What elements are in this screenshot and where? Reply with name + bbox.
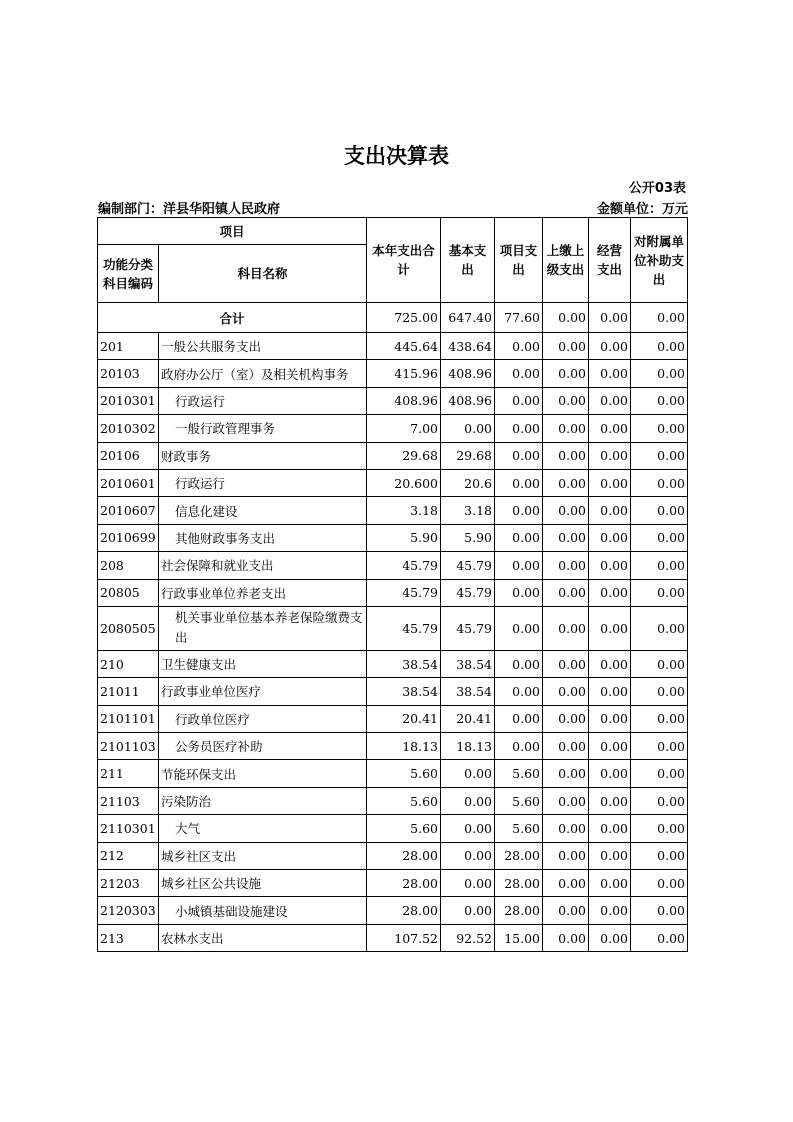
row-subject-name: 行政运行 xyxy=(159,387,367,414)
row-value: 38.54 xyxy=(441,650,495,677)
row-value: 0.00 xyxy=(589,842,631,869)
row-value: 0.00 xyxy=(589,815,631,842)
row-value: 38.54 xyxy=(367,650,441,677)
row-value: 0.00 xyxy=(543,678,589,705)
row-subject-name: 农林水支出 xyxy=(159,924,367,951)
row-value: 28.00 xyxy=(495,870,543,897)
row-value: 0.00 xyxy=(495,606,543,650)
table-row xyxy=(98,606,688,650)
table-row xyxy=(98,579,688,606)
table-row xyxy=(98,333,688,360)
row-value: 0.00 xyxy=(441,760,495,787)
row-code: 201 xyxy=(98,333,159,360)
table-row xyxy=(98,787,688,814)
header-func-code: 功能分类科目编码 xyxy=(98,245,159,303)
row-value: 0.00 xyxy=(495,497,543,524)
row-value: 0.00 xyxy=(589,442,631,469)
row-value: 0.00 xyxy=(543,787,589,814)
row-value: 0.00 xyxy=(589,552,631,579)
row-value: 0.00 xyxy=(589,360,631,387)
row-value: 20.41 xyxy=(367,705,441,732)
row-value: 0.00 xyxy=(631,497,688,524)
row-subject-name: 大气 xyxy=(159,815,367,842)
row-value: 0.00 xyxy=(589,787,631,814)
row-value: 3.18 xyxy=(367,497,441,524)
row-value: 0.00 xyxy=(543,387,589,414)
row-value: 0.00 xyxy=(631,415,688,442)
row-subject-name: 一般公共服务支出 xyxy=(159,333,367,360)
row-value: 445.64 xyxy=(367,333,441,360)
row-value: 5.90 xyxy=(441,524,495,551)
row-value: 0.00 xyxy=(631,733,688,760)
row-value: 0.00 xyxy=(543,606,589,650)
table-row xyxy=(98,415,688,442)
row-value: 0.00 xyxy=(543,815,589,842)
row-value: 5.60 xyxy=(495,760,543,787)
header-subsidiary: 对附属单位补助支出 xyxy=(631,218,688,303)
row-value: 45.79 xyxy=(441,552,495,579)
row-value: 0.00 xyxy=(631,897,688,924)
row-value: 0.00 xyxy=(441,897,495,924)
header-subject-name: 科目名称 xyxy=(159,245,367,303)
row-code: 208 xyxy=(98,552,159,579)
row-code: 2010607 xyxy=(98,497,159,524)
row-code: 20106 xyxy=(98,442,159,469)
row-value: 0.00 xyxy=(543,760,589,787)
row-value: 28.00 xyxy=(367,870,441,897)
row-subject-name: 行政运行 xyxy=(159,469,367,496)
header-operating: 经营支出 xyxy=(589,218,631,303)
total-value: 0.00 xyxy=(543,303,589,333)
row-code: 211 xyxy=(98,760,159,787)
row-value: 0.00 xyxy=(589,415,631,442)
row-value: 415.96 xyxy=(367,360,441,387)
row-value: 0.00 xyxy=(631,787,688,814)
row-value: 0.00 xyxy=(441,415,495,442)
row-subject-name: 行政事业单位养老支出 xyxy=(159,579,367,606)
row-value: 0.00 xyxy=(589,524,631,551)
row-value: 0.00 xyxy=(631,705,688,732)
row-value: 0.00 xyxy=(631,815,688,842)
total-value: 77.60 xyxy=(495,303,543,333)
row-value: 5.60 xyxy=(367,760,441,787)
row-value: 29.68 xyxy=(367,442,441,469)
row-value: 0.00 xyxy=(543,497,589,524)
row-subject-name: 机关事业单位基本养老保险缴费支出 xyxy=(159,606,367,650)
row-value: 0.00 xyxy=(631,524,688,551)
row-value: 28.00 xyxy=(367,842,441,869)
row-value: 0.00 xyxy=(495,678,543,705)
row-value: 0.00 xyxy=(589,606,631,650)
row-code: 2120303 xyxy=(98,897,159,924)
total-value: 647.40 xyxy=(441,303,495,333)
row-value: 0.00 xyxy=(631,333,688,360)
row-value: 0.00 xyxy=(589,497,631,524)
row-subject-name: 信息化建设 xyxy=(159,497,367,524)
row-value: 107.52 xyxy=(367,924,441,951)
row-value: 0.00 xyxy=(589,924,631,951)
row-value: 0.00 xyxy=(543,579,589,606)
row-value: 0.00 xyxy=(589,469,631,496)
row-value: 3.18 xyxy=(441,497,495,524)
row-value: 0.00 xyxy=(495,387,543,414)
row-value: 0.00 xyxy=(441,787,495,814)
row-value: 28.00 xyxy=(367,897,441,924)
row-code: 21203 xyxy=(98,870,159,897)
row-value: 0.00 xyxy=(543,360,589,387)
table-row xyxy=(98,442,688,469)
row-value: 0.00 xyxy=(589,870,631,897)
row-value: 0.00 xyxy=(631,678,688,705)
row-value: 18.13 xyxy=(367,733,441,760)
table-row xyxy=(98,705,688,732)
row-subject-name: 行政单位医疗 xyxy=(159,705,367,732)
row-code: 213 xyxy=(98,924,159,951)
row-code: 2101101 xyxy=(98,705,159,732)
header-basic: 基本支出 xyxy=(441,218,495,303)
row-code: 2010302 xyxy=(98,415,159,442)
page-title: 支出决算表 xyxy=(344,144,449,168)
row-value: 28.00 xyxy=(495,842,543,869)
row-value: 0.00 xyxy=(589,650,631,677)
table-row xyxy=(98,360,688,387)
table-row xyxy=(98,815,688,842)
row-value: 0.00 xyxy=(543,524,589,551)
row-value: 5.60 xyxy=(367,787,441,814)
row-value: 20.600 xyxy=(367,469,441,496)
row-value: 5.90 xyxy=(367,524,441,551)
row-subject-name: 公务员医疗补助 xyxy=(159,733,367,760)
row-value: 0.00 xyxy=(441,842,495,869)
row-code: 2010601 xyxy=(98,469,159,496)
table-row xyxy=(98,387,688,414)
row-value: 0.00 xyxy=(589,705,631,732)
row-value: 45.79 xyxy=(441,606,495,650)
total-value: 0.00 xyxy=(589,303,631,333)
row-value: 0.00 xyxy=(631,360,688,387)
table-row xyxy=(98,524,688,551)
row-subject-name: 城乡社区公共设施 xyxy=(159,870,367,897)
row-value: 0.00 xyxy=(543,650,589,677)
row-subject-name: 卫生健康支出 xyxy=(159,650,367,677)
row-value: 92.52 xyxy=(441,924,495,951)
row-value: 408.96 xyxy=(441,387,495,414)
table-row xyxy=(98,870,688,897)
row-value: 0.00 xyxy=(631,924,688,951)
row-subject-name: 污染防治 xyxy=(159,787,367,814)
row-value: 0.00 xyxy=(543,733,589,760)
row-code: 2101103 xyxy=(98,733,159,760)
row-value: 0.00 xyxy=(543,705,589,732)
row-subject-name: 财政事务 xyxy=(159,442,367,469)
total-value: 725.00 xyxy=(367,303,441,333)
row-value: 20.41 xyxy=(441,705,495,732)
row-value: 0.00 xyxy=(589,333,631,360)
row-value: 0.00 xyxy=(631,469,688,496)
row-value: 0.00 xyxy=(589,733,631,760)
row-value: 0.00 xyxy=(495,552,543,579)
row-value: 38.54 xyxy=(367,678,441,705)
row-value: 0.00 xyxy=(631,870,688,897)
row-subject-name: 小城镇基础设施建设 xyxy=(159,897,367,924)
row-value: 0.00 xyxy=(543,897,589,924)
row-value: 28.00 xyxy=(495,897,543,924)
row-value: 0.00 xyxy=(631,842,688,869)
row-subject-name: 社会保障和就业支出 xyxy=(159,552,367,579)
table-row xyxy=(98,924,688,951)
row-value: 0.00 xyxy=(495,524,543,551)
row-code: 210 xyxy=(98,650,159,677)
header-item: 项目 xyxy=(98,218,367,245)
row-value: 0.00 xyxy=(589,897,631,924)
row-value: 0.00 xyxy=(589,387,631,414)
row-value: 20.6 xyxy=(441,469,495,496)
row-value: 7.00 xyxy=(367,415,441,442)
row-value: 0.00 xyxy=(495,705,543,732)
table-row xyxy=(98,760,688,787)
row-value: 0.00 xyxy=(441,815,495,842)
row-value: 5.60 xyxy=(495,787,543,814)
form-code: 公开03表 xyxy=(628,181,686,196)
department-label: 编制部门：洋县华阳镇人民政府 xyxy=(98,202,281,217)
expenditure-table xyxy=(97,217,688,952)
row-value: 0.00 xyxy=(495,579,543,606)
row-value: 0.00 xyxy=(631,579,688,606)
row-code: 2010301 xyxy=(98,387,159,414)
row-value: 5.60 xyxy=(495,815,543,842)
row-value: 0.00 xyxy=(495,333,543,360)
row-code: 2010699 xyxy=(98,524,159,551)
row-value: 38.54 xyxy=(441,678,495,705)
row-value: 0.00 xyxy=(543,552,589,579)
row-code: 21011 xyxy=(98,678,159,705)
header-total: 本年支出合计 xyxy=(367,218,441,303)
total-value: 0.00 xyxy=(631,303,688,333)
row-value: 0.00 xyxy=(589,760,631,787)
row-value: 0.00 xyxy=(631,387,688,414)
table-row xyxy=(98,497,688,524)
row-value: 0.00 xyxy=(543,842,589,869)
total-row xyxy=(98,303,688,333)
header-upper: 上缴上级支出 xyxy=(543,218,589,303)
row-code: 2080505 xyxy=(98,606,159,650)
table-row xyxy=(98,469,688,496)
row-subject-name: 政府办公厅（室）及相关机构事务 xyxy=(159,360,367,387)
row-value: 0.00 xyxy=(631,552,688,579)
row-value: 408.96 xyxy=(367,387,441,414)
row-code: 20805 xyxy=(98,579,159,606)
row-value: 0.00 xyxy=(441,870,495,897)
table-row xyxy=(98,733,688,760)
row-subject-name: 一般行政管理事务 xyxy=(159,415,367,442)
row-value: 0.00 xyxy=(543,442,589,469)
table-row xyxy=(98,842,688,869)
row-code: 212 xyxy=(98,842,159,869)
row-code: 20103 xyxy=(98,360,159,387)
row-value: 0.00 xyxy=(495,733,543,760)
row-code: 2110301 xyxy=(98,815,159,842)
row-value: 0.00 xyxy=(631,442,688,469)
table-row xyxy=(98,897,688,924)
row-subject-name: 节能环保支出 xyxy=(159,760,367,787)
row-value: 45.79 xyxy=(441,579,495,606)
table-row xyxy=(98,650,688,677)
row-code: 21103 xyxy=(98,787,159,814)
row-value: 0.00 xyxy=(589,678,631,705)
row-value: 18.13 xyxy=(441,733,495,760)
row-subject-name: 其他财政事务支出 xyxy=(159,524,367,551)
row-value: 0.00 xyxy=(543,333,589,360)
row-value: 45.79 xyxy=(367,579,441,606)
row-value: 0.00 xyxy=(543,924,589,951)
row-value: 15.00 xyxy=(495,924,543,951)
row-value: 408.96 xyxy=(441,360,495,387)
row-value: 438.64 xyxy=(441,333,495,360)
row-subject-name: 行政事业单位医疗 xyxy=(159,678,367,705)
row-value: 0.00 xyxy=(543,870,589,897)
row-value: 0.00 xyxy=(543,415,589,442)
table-row xyxy=(98,552,688,579)
row-value: 45.79 xyxy=(367,552,441,579)
row-value: 0.00 xyxy=(631,606,688,650)
row-value: 0.00 xyxy=(543,469,589,496)
row-value: 0.00 xyxy=(495,650,543,677)
row-value: 45.79 xyxy=(367,606,441,650)
row-value: 29.68 xyxy=(441,442,495,469)
row-value: 0.00 xyxy=(631,760,688,787)
total-label: 合计 xyxy=(98,303,367,333)
row-value: 0.00 xyxy=(631,650,688,677)
row-value: 0.00 xyxy=(495,442,543,469)
row-value: 0.00 xyxy=(495,415,543,442)
header-project: 项目支出 xyxy=(495,218,543,303)
row-value: 0.00 xyxy=(589,579,631,606)
row-value: 0.00 xyxy=(495,360,543,387)
table-row xyxy=(98,678,688,705)
unit-label: 金额单位：万元 xyxy=(596,202,688,217)
row-value: 0.00 xyxy=(495,469,543,496)
row-value: 5.60 xyxy=(367,815,441,842)
row-subject-name: 城乡社区支出 xyxy=(159,842,367,869)
